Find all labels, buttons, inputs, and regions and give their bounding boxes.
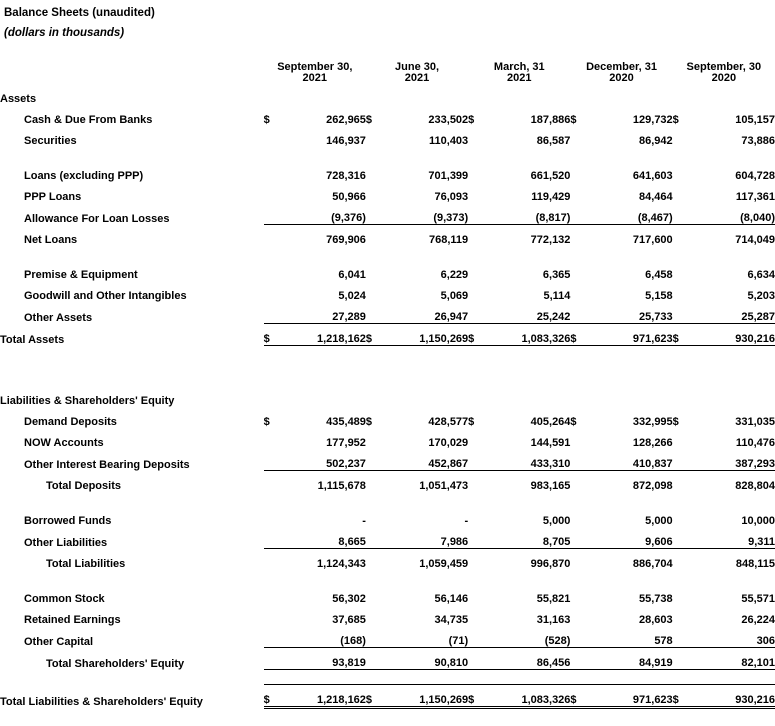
table-row-subtotal xyxy=(0,471,775,493)
cell-value: 27,289 xyxy=(286,302,366,324)
spacer-row xyxy=(0,246,775,260)
cell-value: 82,101 xyxy=(695,648,775,670)
row-label-total-liabilities-and-shareholders-equity: Total Liabilities & Shareholders' Equity xyxy=(0,695,203,708)
cell-value: 25,733 xyxy=(592,302,672,324)
currency-symbol: $ xyxy=(570,416,577,428)
cell-value: 661,520 xyxy=(530,170,571,182)
page-subtitle: (dollars in thousands) xyxy=(4,27,125,39)
cell-value: 5,114 xyxy=(543,290,571,302)
column-header-2: June 30, 2021 xyxy=(395,61,440,84)
cell-value: 848,115 xyxy=(735,558,775,570)
table-row xyxy=(0,105,775,126)
cell-value: 86,587 xyxy=(536,135,571,147)
currency-symbol: $ xyxy=(264,685,286,708)
spacer-row xyxy=(0,147,775,161)
cell-value: 37,685 xyxy=(332,614,366,626)
cell-value: 9,311 xyxy=(695,527,775,549)
cell-value: 262,965 xyxy=(326,114,366,126)
cell-value: 5,158 xyxy=(645,290,673,302)
cell-value: (9,376) xyxy=(286,203,366,225)
table-row xyxy=(0,126,775,147)
page-title: Balance Sheets (unaudited) xyxy=(4,7,155,19)
cell-value: 828,804 xyxy=(735,480,775,492)
cell-value: 5,069 xyxy=(440,290,469,302)
table-row xyxy=(0,161,775,182)
column-header-5: September, 30 2020 xyxy=(686,61,762,84)
row-label-allowance-for-loan-losses: Allowance For Loan Losses xyxy=(24,212,170,225)
cell-value: 452,867 xyxy=(388,449,468,471)
table-row-subtotal xyxy=(0,648,775,670)
cell-value: 9,606 xyxy=(592,527,672,549)
cell-value: 6,365 xyxy=(542,269,571,281)
currency-symbol: $ xyxy=(673,324,695,346)
currency-symbol: $ xyxy=(263,416,270,428)
row-label-net-loans: Net Loans xyxy=(24,234,78,246)
table-row-grand-total xyxy=(0,685,775,708)
row-label-other-assets: Other Assets xyxy=(24,311,93,324)
cell-value: 604,728 xyxy=(735,170,775,182)
cell-value: 768,119 xyxy=(429,234,469,246)
cell-value: 26,224 xyxy=(741,614,775,626)
cell-value: (528) xyxy=(490,626,570,648)
cell-value: 8,705 xyxy=(490,527,570,549)
table-row-total xyxy=(0,324,775,346)
cell-value: (71) xyxy=(388,626,468,648)
assets-heading: Assets xyxy=(0,93,37,105)
table-row xyxy=(0,449,775,471)
cell-value: 119,429 xyxy=(531,191,571,203)
cell-value: 55,821 xyxy=(536,593,571,605)
cell-value: 701,399 xyxy=(428,170,469,182)
cell-value: 50,966 xyxy=(332,191,366,203)
cell-value: 502,237 xyxy=(286,449,366,471)
liabilities-heading: Liabilities & Shareholders' Equity xyxy=(0,395,175,407)
row-label-securities: Securities xyxy=(24,135,77,147)
table-row xyxy=(0,260,775,281)
cell-value: 5,024 xyxy=(338,290,366,302)
cell-value: 73,886 xyxy=(741,135,775,147)
cell-value: 6,041 xyxy=(338,269,366,281)
row-label-demand-deposits: Demand Deposits xyxy=(24,416,117,428)
spacer-row xyxy=(0,492,775,506)
currency-symbol: $ xyxy=(570,114,577,126)
cell-value: 405,264 xyxy=(530,416,571,428)
table-row xyxy=(0,407,775,428)
table-row xyxy=(0,527,775,549)
cell-value: 5,000 xyxy=(542,515,571,527)
currency-symbol: $ xyxy=(570,324,592,346)
cell-value: 772,132 xyxy=(530,234,571,246)
cell-value: 187,886 xyxy=(530,114,571,126)
cell-value: 428,577 xyxy=(428,416,469,428)
spacer-row xyxy=(0,670,775,685)
currency-symbol: $ xyxy=(672,114,679,126)
currency-symbol: $ xyxy=(468,416,475,428)
cell-value: 7,986 xyxy=(388,527,468,549)
cell-value: (9,373) xyxy=(388,203,468,225)
row-label-now-accounts: NOW Accounts xyxy=(24,437,104,449)
cell-value: 930,216 xyxy=(695,324,775,346)
cell-value: 55,738 xyxy=(639,593,673,605)
table-row xyxy=(0,225,775,247)
cell-value: 6,458 xyxy=(645,269,673,281)
cell-value: 1,115,678 xyxy=(317,480,366,492)
cell-value: 971,623 xyxy=(592,685,672,708)
cell-value: 1,150,269 xyxy=(388,324,468,346)
cell-value: 435,489 xyxy=(326,416,366,428)
cell-value: 1,083,326 xyxy=(490,324,570,346)
column-header-3: March, 31 2021 xyxy=(493,61,545,84)
cell-value: 10,000 xyxy=(741,515,775,527)
cell-value: 996,870 xyxy=(530,558,571,570)
cell-value: 1,124,343 xyxy=(316,558,366,570)
cell-value: 6,229 xyxy=(440,269,469,281)
cell-value: 105,157 xyxy=(735,114,775,126)
cell-value: 128,266 xyxy=(632,437,673,449)
cell-value: 25,242 xyxy=(490,302,570,324)
cell-value: 714,049 xyxy=(735,234,775,246)
table-row-subtotal xyxy=(0,549,775,571)
cell-value: 1,150,269 xyxy=(388,685,468,708)
cell-value: (8,467) xyxy=(592,203,672,225)
table-row xyxy=(0,428,775,449)
cell-value: - xyxy=(464,515,469,527)
cell-value: 56,146 xyxy=(434,593,469,605)
cell-value: 28,603 xyxy=(639,614,673,626)
cell-value: 93,819 xyxy=(286,648,366,670)
cell-value: 433,310 xyxy=(490,449,570,471)
cell-value: 5,203 xyxy=(747,290,775,302)
cell-value: 129,732 xyxy=(632,114,673,126)
column-header-4: December, 31 2020 xyxy=(586,61,658,84)
currency-symbol: $ xyxy=(263,114,270,126)
cell-value: 84,919 xyxy=(592,648,672,670)
table-row xyxy=(0,626,775,648)
cell-value: 306 xyxy=(695,626,775,648)
table-row xyxy=(0,605,775,626)
table-row xyxy=(0,182,775,203)
cell-value: 110,476 xyxy=(735,437,775,449)
cell-value: 769,906 xyxy=(326,234,366,246)
currency-symbol: $ xyxy=(264,324,286,346)
currency-symbol: $ xyxy=(366,685,388,708)
balance-sheet-table xyxy=(0,44,775,709)
currency-symbol: $ xyxy=(365,114,373,126)
cell-value: 331,035 xyxy=(735,416,775,428)
table-header-row xyxy=(0,44,775,84)
spacer-row xyxy=(0,372,775,386)
cell-value: 728,316 xyxy=(326,170,366,182)
table-row xyxy=(0,584,775,605)
cell-value: 872,098 xyxy=(632,480,673,492)
currency-symbol: $ xyxy=(468,685,490,708)
cell-value: 146,937 xyxy=(326,135,366,147)
cell-value: 177,952 xyxy=(326,437,366,449)
cell-value: 34,735 xyxy=(434,614,469,626)
cell-value: 25,287 xyxy=(695,302,775,324)
cell-value: 110,403 xyxy=(429,135,469,147)
section-heading-liabilities xyxy=(0,386,775,407)
currency-symbol: $ xyxy=(365,416,373,428)
cell-value: 717,600 xyxy=(632,234,673,246)
table-row xyxy=(0,281,775,302)
table-row xyxy=(0,506,775,527)
table-row xyxy=(0,203,775,225)
cell-value: 56,302 xyxy=(332,593,366,605)
cell-value: 1,051,473 xyxy=(419,480,469,492)
cell-value: 332,995 xyxy=(632,416,673,428)
cell-value: 86,456 xyxy=(490,648,570,670)
cell-value: 641,603 xyxy=(632,170,673,182)
row-label-borrowed-funds: Borrowed Funds xyxy=(24,515,112,527)
cell-value: 1,218,162 xyxy=(286,324,366,346)
cell-value: 930,216 xyxy=(695,685,775,708)
row-label-goodwill-and-other-intangibles: Goodwill and Other Intangibles xyxy=(24,290,187,302)
cell-value: 1,059,459 xyxy=(419,558,469,570)
currency-symbol: $ xyxy=(366,324,388,346)
row-label-loans-excluding-ppp: Loans (excluding PPP) xyxy=(24,170,144,182)
cell-value: 1,218,162 xyxy=(286,685,366,708)
cell-value: 578 xyxy=(592,626,672,648)
row-label-retained-earnings: Retained Earnings xyxy=(24,614,121,626)
cell-value: 26,947 xyxy=(388,302,468,324)
cell-value: 55,571 xyxy=(741,593,775,605)
cell-value: 233,502 xyxy=(428,114,469,126)
row-label-total-shareholders-equity: Total Shareholders' Equity xyxy=(46,657,185,670)
currency-symbol: $ xyxy=(673,685,695,708)
row-label-total-deposits: Total Deposits xyxy=(46,480,121,492)
cell-value: 84,464 xyxy=(639,191,673,203)
row-label-other-liabilities: Other Liabilities xyxy=(24,536,108,549)
cell-value: 971,623 xyxy=(592,324,672,346)
column-header-1: September 30, 2021 xyxy=(277,61,353,84)
currency-symbol: $ xyxy=(672,416,679,428)
currency-symbol: $ xyxy=(468,324,490,346)
cell-value: 6,634 xyxy=(747,269,775,281)
cell-value: 76,093 xyxy=(434,191,469,203)
cell-value: 117,361 xyxy=(735,191,775,203)
row-label-premise-equipment: Premise & Equipment xyxy=(24,269,138,281)
cell-value: - xyxy=(362,515,366,527)
row-label-ppp-loans: PPP Loans xyxy=(24,191,82,203)
cell-value: 1,083,326 xyxy=(490,685,570,708)
row-label-total-liabilities: Total Liabilities xyxy=(46,558,126,570)
cell-value: 410,837 xyxy=(592,449,672,471)
cell-value: 170,029 xyxy=(428,437,469,449)
cell-value: (168) xyxy=(286,626,366,648)
header-blank xyxy=(0,44,264,84)
cell-value: 8,665 xyxy=(286,527,366,549)
spacer-row xyxy=(0,570,775,584)
cell-value: 86,942 xyxy=(639,135,673,147)
currency-symbol: $ xyxy=(570,685,592,708)
cell-value: 886,704 xyxy=(632,558,673,570)
row-label-other-capital: Other Capital xyxy=(24,635,94,648)
row-label-other-interest-bearing-deposits: Other Interest Bearing Deposits xyxy=(24,458,190,471)
cell-value: 31,163 xyxy=(536,614,571,626)
spacer-row xyxy=(0,346,775,373)
table-row xyxy=(0,302,775,324)
currency-symbol: $ xyxy=(468,114,475,126)
cell-value: 90,810 xyxy=(388,648,468,670)
row-label-total-assets: Total Assets xyxy=(0,333,65,346)
cell-value: 5,000 xyxy=(645,515,673,527)
cell-value: 387,293 xyxy=(695,449,775,471)
cell-value: (8,817) xyxy=(490,203,570,225)
row-label-cash: Cash & Due From Banks xyxy=(24,114,153,126)
cell-value: (8,040) xyxy=(695,203,775,225)
cell-value: 144,591 xyxy=(530,437,571,449)
section-heading-assets xyxy=(0,84,775,105)
row-label-common-stock: Common Stock xyxy=(24,593,105,605)
cell-value: 983,165 xyxy=(530,480,571,492)
